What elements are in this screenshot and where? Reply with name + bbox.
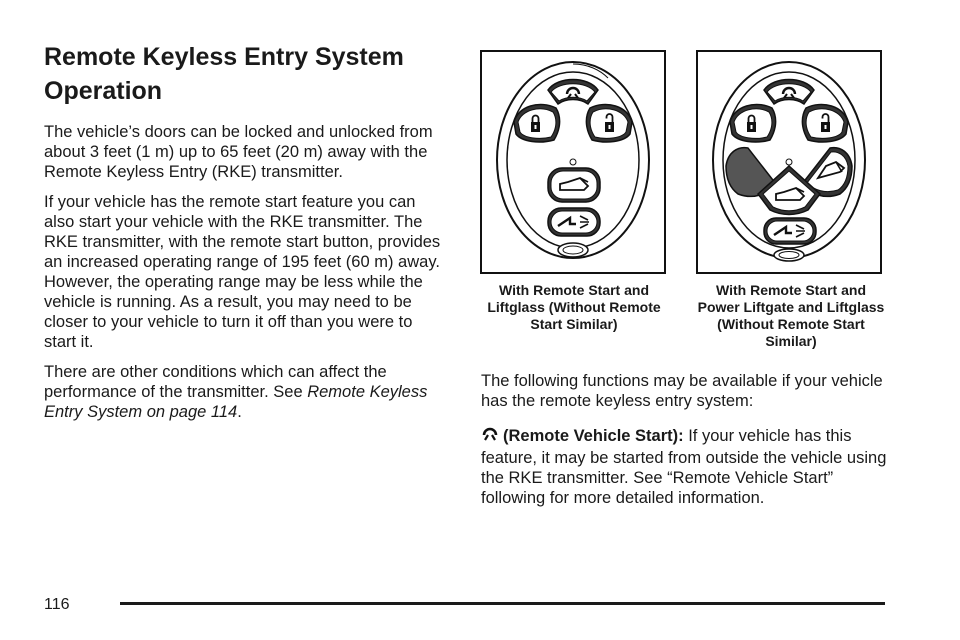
functions-intro: The following functions may be available if your vehicle has the remote keyless entry system:: [481, 372, 883, 410]
figures: [480, 50, 900, 360]
figure-frame: [480, 50, 666, 274]
paragraph-range: The vehicle’s doors can be locked and unlocked from about 3 feet (1 m) up to 65 feet (20 m) away with the Remote Keyless Entry (RKE) transmitter.: [44, 123, 433, 181]
panic-button: [764, 218, 816, 244]
figure-remote-power-liftgate: [696, 50, 886, 350]
function-remote-start: [481, 425, 901, 508]
figure-frame: [696, 50, 882, 274]
left-column: [44, 40, 444, 432]
paragraph-conditions: [44, 362, 444, 422]
function-description: If your vehicle has this feature, it may be started from outside the vehicle using the RKE transmitter. See “Remote Vehicle Start” following for more detailed information.: [481, 427, 887, 507]
cross-reference-link[interactable]: Remote Keyless Entry System on page 114: [44, 383, 428, 421]
right-column: [481, 371, 901, 522]
figure-remote-liftglass: [480, 50, 668, 333]
figure-caption: With Remote Start and Liftglass (Without Remote Start Similar): [487, 282, 661, 332]
function-label: (Remote Vehicle Start):: [503, 427, 684, 445]
key-fob-illustration: [488, 56, 658, 268]
paragraph-conditions-text: There are other conditions which can affect the performance of the transmitter. See: [44, 363, 387, 401]
page-number: 116: [44, 596, 70, 613]
footer-rule: [120, 602, 885, 605]
figure-caption: With Remote Start and Power Liftgate and Liftglass (Without Remote Start Similar): [697, 282, 885, 349]
remote-start-icon: [481, 425, 499, 448]
paragraph-remote-start: If your vehicle has the remote start feature you can also start your vehicle with the RKE transmitter. The RKE transmitter, with the remote start button, provides an increased operating range of 195 feet (60 m) away. However, the operating range may be less while the vehicle is running. As a result, you may need to be closer to your vehicle to turn it off than you were to start it.: [44, 193, 441, 351]
panic-button: [548, 208, 600, 236]
paragraph-conditions-end: .: [237, 403, 242, 421]
section-title: Remote Keyless Entry System Operation: [44, 43, 404, 105]
key-fob-illustration: [704, 56, 874, 268]
liftglass-button: [548, 168, 600, 202]
